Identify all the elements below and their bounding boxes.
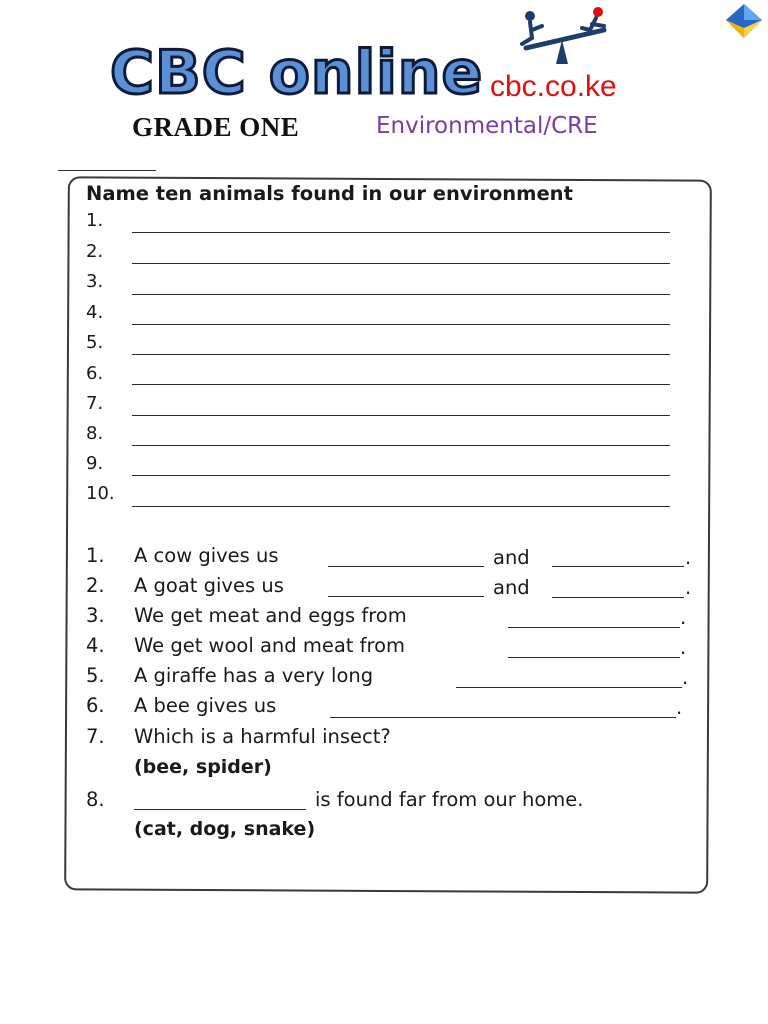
question-7-options: (bee, spider) [134,756,272,778]
question-8-options: (cat, dog, snake) [134,818,316,840]
brand-title: CBC online [110,38,484,108]
period: . [680,606,687,629]
answer-line [132,506,670,507]
question-text: A cow gives us [134,544,279,567]
period: . [680,636,687,659]
answer-line [132,354,670,355]
list-item-number: 2. [86,241,104,262]
list-item-number: 1. [86,210,104,231]
period: . [685,576,692,599]
answer-line [132,384,670,385]
question-number: 3. [86,604,105,627]
answer-blank [552,597,684,598]
question-number: 7. [86,725,105,748]
question-number: 2. [86,574,105,597]
list-item-number: 3. [86,271,104,292]
and-word: and [493,546,530,569]
answer-blank [330,717,676,718]
seesaw-icon [512,4,612,74]
name-line [58,170,156,171]
diamond-logo-icon [722,2,766,40]
list-item-number: 5. [86,332,104,353]
answer-blank [456,687,682,688]
and-word: and [493,576,530,599]
answer-blank [134,809,306,810]
question-text: is found far from our home. [315,788,584,811]
answer-line [132,475,670,476]
answer-blank [328,596,484,597]
list-item-number: 7. [86,393,104,414]
answer-line [132,294,670,295]
site-url: cbc.co.ke [490,70,617,103]
list-item-number: 4. [86,302,104,323]
answer-line [132,445,670,446]
question-number: 4. [86,634,105,657]
answer-blank [508,627,680,628]
answer-line [132,263,670,264]
list-item-number: 9. [86,453,104,474]
question-text: We get wool and meat from [134,634,406,657]
subject-label: Environmental/CRE [376,113,598,139]
question-number: 5. [86,664,105,687]
question-number: 6. [86,694,105,717]
question-text: We get meat and eggs from [134,604,407,627]
answer-blank [508,657,680,658]
section-a-heading: Name ten animals found in our environment [86,182,573,205]
question-text: A giraffe has a very long [134,664,374,687]
answer-line [132,232,670,233]
question-number: 8. [86,788,105,811]
period: . [682,666,689,689]
worksheet-box [64,176,712,893]
answer-line [132,415,670,416]
list-item-number: 8. [86,423,104,444]
question-text: Which is a harmful insect? [134,725,391,748]
list-item-number: 6. [86,363,104,384]
grade-label: GRADE ONE [132,112,300,142]
answer-blank [552,566,684,567]
list-item-number: 10. [86,483,115,504]
question-text: A goat gives us [134,574,284,597]
question-number: 1. [86,544,105,567]
answer-line [132,324,670,325]
question-text: A bee gives us [134,694,277,717]
answer-blank [328,566,484,567]
period: . [676,696,683,719]
period: . [685,546,692,569]
